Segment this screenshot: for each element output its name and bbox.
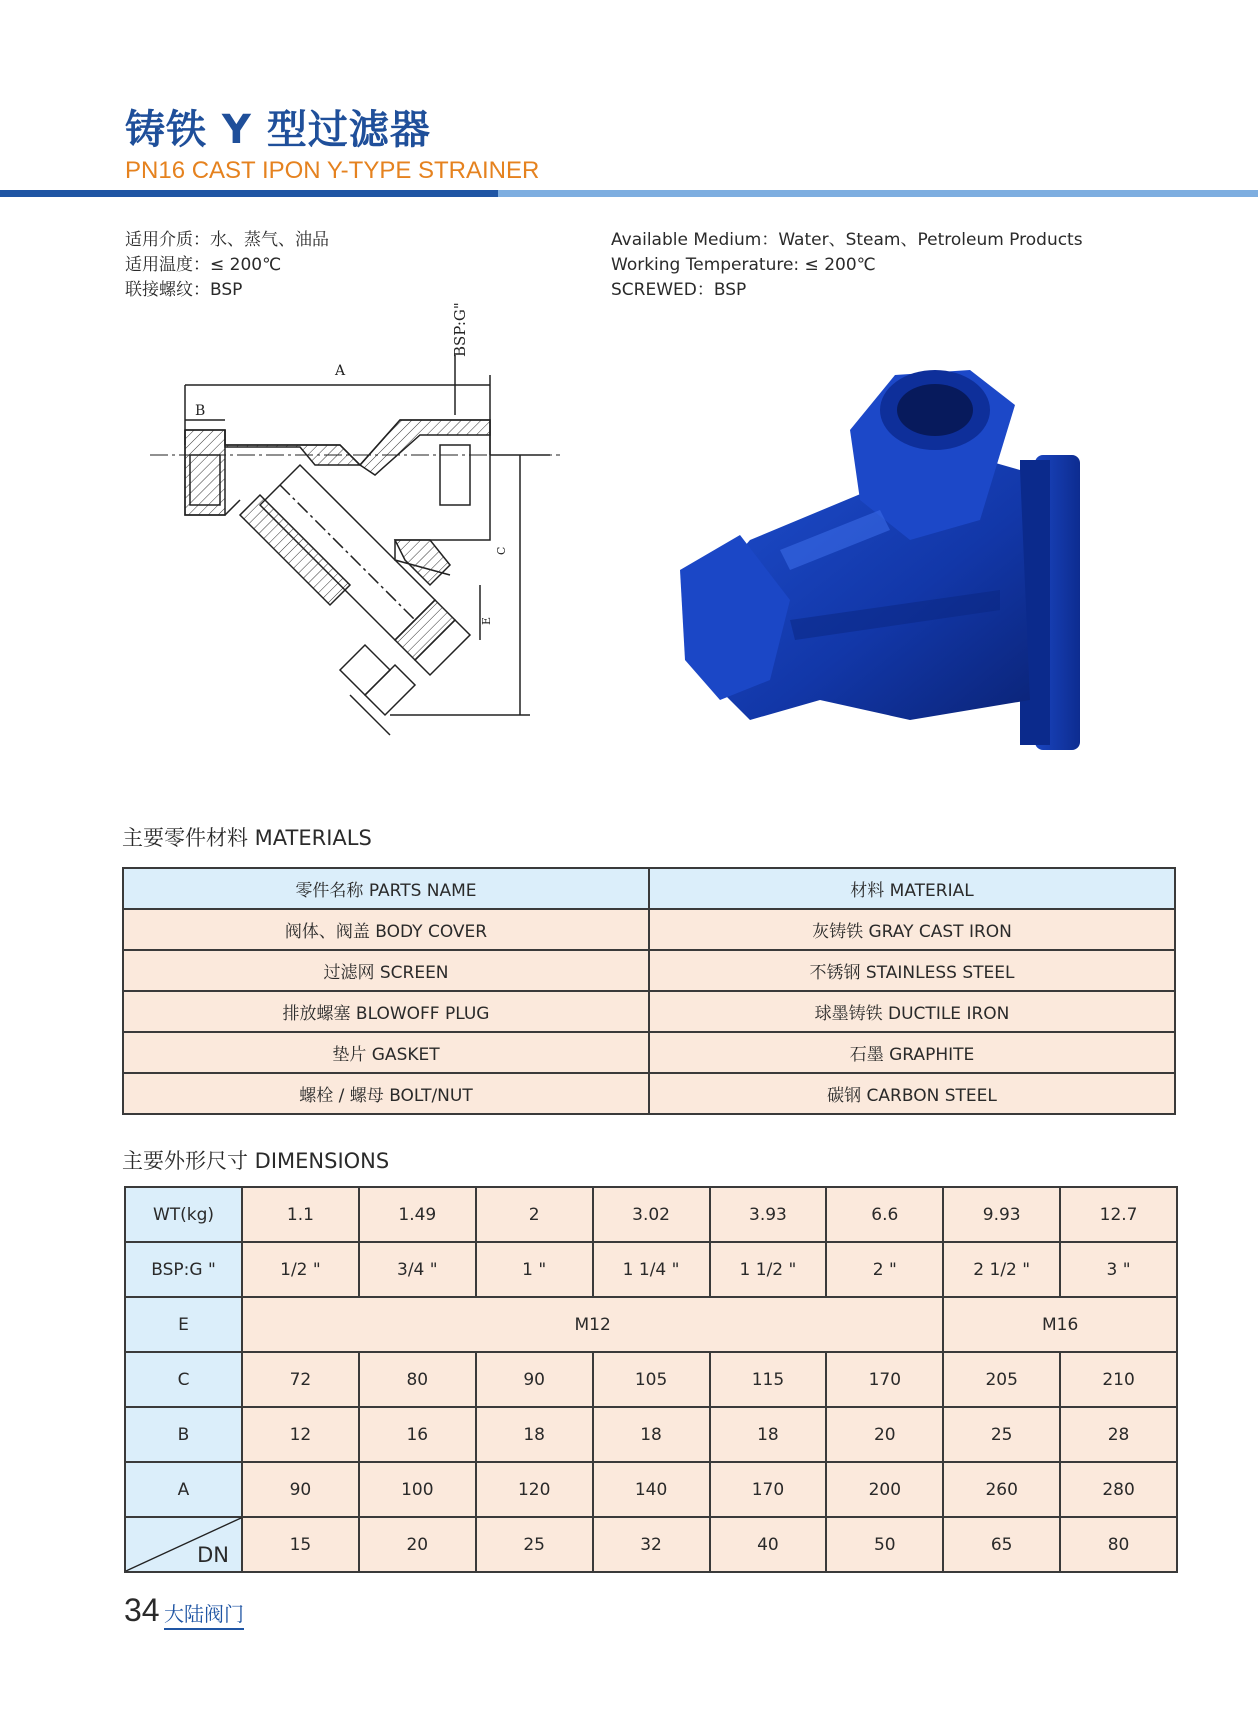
cell: 90 <box>476 1352 593 1407</box>
cell: 280 <box>1060 1462 1177 1517</box>
part-material: 石墨 GRAPHITE <box>649 1032 1175 1073</box>
cell: 6.6 <box>826 1187 943 1242</box>
dim-label-a: A <box>335 363 346 379</box>
cell: 9.93 <box>943 1187 1060 1242</box>
cell: 20 <box>359 1517 476 1572</box>
cell: 15 <box>242 1517 359 1572</box>
cell: 25 <box>476 1517 593 1572</box>
materials-header-material: 材料 MATERIAL <box>649 868 1175 909</box>
row-label-dn <box>125 1517 242 1572</box>
dim-label-bsp: BSP:G" <box>451 302 469 357</box>
cell: 140 <box>593 1462 710 1517</box>
cell: 28 <box>1060 1407 1177 1462</box>
table-row-c <box>125 1352 1177 1407</box>
dimensions-table <box>124 1186 1178 1573</box>
cell: M12 <box>242 1297 943 1352</box>
part-material: 不锈钢 STAINLESS STEEL <box>649 950 1175 991</box>
materials-table <box>122 867 1176 1115</box>
dim-label-e: E <box>480 616 493 625</box>
spec-temperature-cn: 适用温度：≤ 200℃ <box>125 255 282 275</box>
table-row <box>123 1032 1175 1073</box>
page-title: 铸铁 Y 型过滤器 <box>125 107 431 153</box>
cell: 200 <box>826 1462 943 1517</box>
part-material: 球墨铸铁 DUCTILE IRON <box>649 991 1175 1032</box>
spec-thread-cn: 联接螺纹：BSP <box>125 280 243 300</box>
cell: 72 <box>242 1352 359 1407</box>
brand-link[interactable]: 大陆阀门 <box>164 1598 244 1630</box>
cell: 210 <box>1060 1352 1177 1407</box>
materials-header-row <box>123 868 1175 909</box>
cell: 80 <box>1060 1517 1177 1572</box>
cell: 18 <box>476 1407 593 1462</box>
cell: 12.7 <box>1060 1187 1177 1242</box>
cell: M16 <box>943 1297 1177 1352</box>
row-label: C <box>125 1352 242 1407</box>
cell: 1 " <box>476 1242 593 1297</box>
cell: 2 1/2 " <box>943 1242 1060 1297</box>
dim-label-b: B <box>195 403 206 419</box>
cell: 170 <box>710 1462 827 1517</box>
cell: 18 <box>593 1407 710 1462</box>
materials-header-parts: 零件名称 PARTS NAME <box>123 868 649 909</box>
part-name: 过滤网 SCREEN <box>123 950 649 991</box>
cell: 2 " <box>826 1242 943 1297</box>
header-rule-dark <box>0 190 498 197</box>
spec-temperature-en: Working Temperature: ≤ 200℃ <box>611 255 876 275</box>
materials-title: 主要零件材料 MATERIALS <box>122 826 372 850</box>
row-label: BSP:G " <box>125 1242 242 1297</box>
dim-label-c: C <box>495 546 508 555</box>
specs-english <box>611 228 1083 303</box>
dn-label: DN <box>197 1543 229 1567</box>
technical-drawing <box>150 302 620 790</box>
cell: 18 <box>710 1407 827 1462</box>
cell: 3 " <box>1060 1242 1177 1297</box>
cell: 25 <box>943 1407 1060 1462</box>
table-row <box>123 909 1175 950</box>
cell: 1.1 <box>242 1187 359 1242</box>
cell: 40 <box>710 1517 827 1572</box>
cell: 3.02 <box>593 1187 710 1242</box>
spec-medium-cn: 适用介质：水、蒸气、油品 <box>125 230 329 250</box>
part-name: 垫片 GASKET <box>123 1032 649 1073</box>
table-row-bsp <box>125 1242 1177 1297</box>
page-subtitle: PN16 CAST IPON Y-TYPE STRAINER <box>125 157 540 184</box>
part-name: 阀体、阀盖 BODY COVER <box>123 909 649 950</box>
page-number: 34 <box>124 1592 160 1628</box>
cell: 205 <box>943 1352 1060 1407</box>
table-row <box>123 991 1175 1032</box>
cell: 3.93 <box>710 1187 827 1242</box>
cell: 2 <box>476 1187 593 1242</box>
cell: 80 <box>359 1352 476 1407</box>
cell: 105 <box>593 1352 710 1407</box>
cell: 16 <box>359 1407 476 1462</box>
spec-thread-en: SCREWED：BSP <box>611 280 747 300</box>
cell: 115 <box>710 1352 827 1407</box>
cell: 1.49 <box>359 1187 476 1242</box>
cell: 1 1/4 " <box>593 1242 710 1297</box>
cell: 120 <box>476 1462 593 1517</box>
part-material: 碳钢 CARBON STEEL <box>649 1073 1175 1114</box>
cell: 3/4 " <box>359 1242 476 1297</box>
cell: 65 <box>943 1517 1060 1572</box>
cell: 20 <box>826 1407 943 1462</box>
row-label: E <box>125 1297 242 1352</box>
row-label: B <box>125 1407 242 1462</box>
part-name: 螺栓 / 螺母 BOLT/NUT <box>123 1073 649 1114</box>
cell: 100 <box>359 1462 476 1517</box>
cell: 260 <box>943 1462 1060 1517</box>
dimensions-title: 主要外形尺寸 DIMENSIONS <box>122 1149 390 1173</box>
table-row-dn <box>125 1517 1177 1572</box>
table-row-a <box>125 1462 1177 1517</box>
part-material: 灰铸铁 GRAY CAST IRON <box>649 909 1175 950</box>
cell: 1/2 " <box>242 1242 359 1297</box>
part-name: 排放螺塞 BLOWOFF PLUG <box>123 991 649 1032</box>
row-label: WT(kg) <box>125 1187 242 1242</box>
table-row <box>123 950 1175 991</box>
cell: 170 <box>826 1352 943 1407</box>
cell: 50 <box>826 1517 943 1572</box>
spec-medium-en: Available Medium：Water、Steam、Petroleum Products <box>611 230 1083 250</box>
cell: 90 <box>242 1462 359 1517</box>
cell: 1 1/2 " <box>710 1242 827 1297</box>
header-rule-light <box>498 190 1258 197</box>
table-row-b <box>125 1407 1177 1462</box>
cell: 12 <box>242 1407 359 1462</box>
specs-chinese <box>125 228 329 303</box>
product-photo <box>680 370 1110 780</box>
table-row-e <box>125 1297 1177 1352</box>
cell: 32 <box>593 1517 710 1572</box>
row-label: A <box>125 1462 242 1517</box>
table-row-wt <box>125 1187 1177 1242</box>
table-row <box>123 1073 1175 1114</box>
